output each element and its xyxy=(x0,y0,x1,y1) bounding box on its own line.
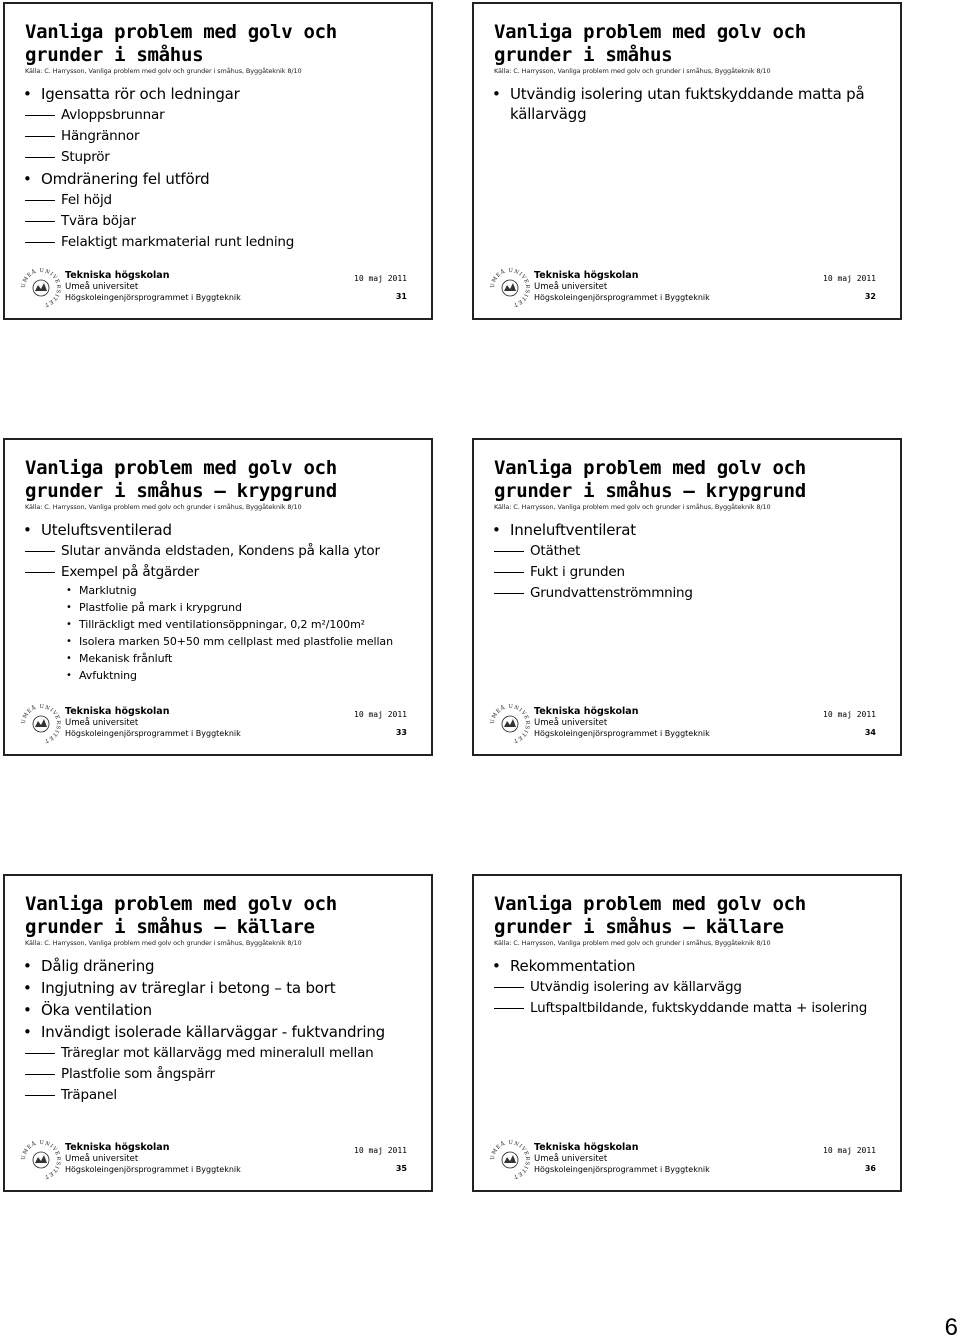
svg-text:UMEÅ UNIVERSITET xyxy=(21,267,61,308)
slide-title-line-2: grunder i småhus – krypgrund xyxy=(494,480,806,502)
umea-university-logo xyxy=(488,702,532,746)
slide-content xyxy=(21,956,417,1107)
org-name: Tekniska högskolan xyxy=(65,270,170,281)
slide-date: 10 maj 2011 xyxy=(354,1146,407,1155)
bullet-item: • Ingjutning av träreglar i betong – ta bort xyxy=(21,978,417,998)
sub-sub-item: • Tillräckligt med ventilationsöppningar, 0,2 m²/100m² xyxy=(21,618,417,632)
slide-date: 10 maj 2011 xyxy=(823,1146,876,1155)
sub-sub-item: • Avfuktning xyxy=(21,669,417,683)
source-citation: Källa: C. Harrysson, Vanliga problem med golv och grunder i småhus, Byggåteknik 8/10 xyxy=(494,67,771,75)
umea-university-logo xyxy=(19,1138,63,1182)
sub-sub-item: • Marklutnig xyxy=(21,584,417,598)
bullet-item: • Inneluftventilerat xyxy=(490,520,886,540)
logo-lettering: UMEÅ UNIVERSITET xyxy=(489,703,531,744)
sub-item: Slutar använda eldstaden, Kondens på kalla ytor xyxy=(21,542,417,560)
umea-university-logo xyxy=(19,266,63,310)
slide-date: 10 maj 2011 xyxy=(354,274,407,283)
sub-sub-item: • Isolera marken 50+50 mm cellplast med plastfolie mellan xyxy=(21,635,417,649)
page-number: 6 xyxy=(944,1314,958,1341)
source-citation: Källa: C. Harrysson, Vanliga problem med golv och grunder i småhus, Byggåteknik 8/10 xyxy=(494,939,771,947)
umea-university-logo-icon xyxy=(488,702,532,746)
slide-content xyxy=(21,520,417,686)
slide-date: 10 maj 2011 xyxy=(354,710,407,719)
slide-footer xyxy=(474,1132,900,1190)
source-citation: Källa: C. Harrysson, Vanliga problem med golv och grunder i småhus, Byggåteknik 8/10 xyxy=(25,503,302,511)
logo-lettering: UMEÅ UNIVERSITET xyxy=(489,267,531,308)
slide-footer xyxy=(5,260,431,318)
slide-title-line-1: Vanliga problem med golv och xyxy=(494,457,806,479)
slide-number: 35 xyxy=(395,1164,407,1173)
svg-text:UMEÅ UNIVERSITET xyxy=(21,703,61,744)
umea-university-logo-icon xyxy=(19,702,63,746)
org-name: Tekniska högskolan xyxy=(65,706,170,717)
slide-footer xyxy=(5,1132,431,1190)
sub-item: Otäthet xyxy=(490,542,886,560)
org-program: Högskoleingenjörsprogrammet i Byggteknik xyxy=(534,1165,710,1174)
slide-title-line-1: Vanliga problem med golv och xyxy=(494,893,806,915)
slide-content xyxy=(490,956,886,1020)
slide-title-line-2: grunder i småhus – källare xyxy=(494,916,784,938)
bullet-item: • Utvändig isolering utan fuktskyddande matta på källarvägg xyxy=(490,84,886,124)
bullet-item: • Invändigt isolerade källarväggar - fuktvandring xyxy=(21,1022,417,1042)
slide-title xyxy=(494,457,806,503)
sub-item: Stuprör xyxy=(21,148,417,166)
slide-number: 36 xyxy=(864,1164,876,1173)
slide-title-line-2: grunder i småhus – källare xyxy=(25,916,315,938)
logo-lettering: UMEÅ UNIVERSITET xyxy=(20,1139,62,1180)
slide-number: 31 xyxy=(395,292,407,301)
umea-university-logo xyxy=(19,702,63,746)
org-program: Högskoleingenjörsprogrammet i Byggteknik xyxy=(534,293,710,302)
bullet-item: • Uteluftsventilerad xyxy=(21,520,417,540)
slide-title-line-2: grunder i småhus – krypgrund xyxy=(25,480,337,502)
org-university: Umeå universitet xyxy=(534,1154,608,1164)
org-university: Umeå universitet xyxy=(65,1154,139,1164)
sub-item: Felaktigt markmaterial runt ledning xyxy=(21,233,417,251)
slide-title-line-2: grunder i småhus xyxy=(25,44,204,66)
slide-title xyxy=(25,21,337,67)
slide-31 xyxy=(3,2,433,320)
svg-text:UMEÅ UNIVERSITET xyxy=(490,703,530,744)
umea-university-logo-icon xyxy=(19,266,63,310)
slide-footer xyxy=(5,696,431,754)
slide-title xyxy=(25,457,337,503)
logo-lettering: UMEÅ UNIVERSITET xyxy=(489,1139,531,1180)
slide-number: 33 xyxy=(395,728,407,737)
bullet-item: • Igensatta rör och ledningar xyxy=(21,84,417,104)
svg-text:UMEÅ UNIVERSITET xyxy=(21,1139,61,1180)
org-name: Tekniska högskolan xyxy=(534,270,639,281)
sub-item: Tvära böjar xyxy=(21,212,417,230)
slide-title xyxy=(494,893,806,939)
bullet-item: • Öka ventilation xyxy=(21,1000,417,1020)
slide-number: 32 xyxy=(864,292,876,301)
slide-footer xyxy=(474,260,900,318)
sub-sub-item: • Plastfolie på mark i krypgrund xyxy=(21,601,417,615)
source-citation: Källa: C. Harrysson, Vanliga problem med golv och grunder i småhus, Byggåteknik 8/10 xyxy=(25,67,302,75)
org-university: Umeå universitet xyxy=(534,718,608,728)
source-citation: Källa: C. Harrysson, Vanliga problem med golv och grunder i småhus, Byggåteknik 8/10 xyxy=(494,503,771,511)
org-name: Tekniska högskolan xyxy=(534,706,639,717)
slide-date: 10 maj 2011 xyxy=(823,274,876,283)
slide-footer xyxy=(474,696,900,754)
org-program: Högskoleingenjörsprogrammet i Byggteknik xyxy=(534,729,710,738)
slide-title-line-1: Vanliga problem med golv och xyxy=(25,21,337,43)
sub-item: Träreglar mot källarvägg med mineralull mellan xyxy=(21,1044,417,1062)
slide-title-line-1: Vanliga problem med golv och xyxy=(25,893,337,915)
org-university: Umeå universitet xyxy=(534,282,608,292)
sub-item: Fel höjd xyxy=(21,191,417,209)
slide-title xyxy=(494,21,806,67)
umea-university-logo-icon xyxy=(19,1138,63,1182)
sub-item: Träpanel xyxy=(21,1086,417,1104)
sub-item: Exempel på åtgärder xyxy=(21,563,417,581)
slide-date: 10 maj 2011 xyxy=(823,710,876,719)
slide-number: 34 xyxy=(864,728,876,737)
slide-32 xyxy=(472,2,902,320)
org-program: Högskoleingenjörsprogrammet i Byggteknik xyxy=(65,1165,241,1174)
org-name: Tekniska högskolan xyxy=(65,1142,170,1153)
sub-item: Avloppsbrunnar xyxy=(21,106,417,124)
umea-university-logo-icon xyxy=(488,266,532,310)
slide-content xyxy=(21,84,417,254)
bullet-item: • Rekommentation xyxy=(490,956,886,976)
org-university: Umeå universitet xyxy=(65,718,139,728)
svg-text:UMEÅ UNIVERSITET xyxy=(490,267,530,308)
slide-36 xyxy=(472,874,902,1192)
slide-title-line-1: Vanliga problem med golv och xyxy=(494,21,806,43)
umea-university-logo xyxy=(488,1138,532,1182)
logo-lettering: UMEÅ UNIVERSITET xyxy=(20,267,62,308)
slide-35 xyxy=(3,874,433,1192)
org-name: Tekniska högskolan xyxy=(534,1142,639,1153)
sub-item: Luftspaltbildande, fuktskyddande matta + isolering xyxy=(490,999,886,1017)
sub-sub-item: • Mekanisk frånluft xyxy=(21,652,417,666)
slide-34 xyxy=(472,438,902,756)
slide-content xyxy=(490,84,886,126)
source-citation: Källa: C. Harrysson, Vanliga problem med golv och grunder i småhus, Byggåteknik 8/10 xyxy=(25,939,302,947)
sub-item: Fukt i grunden xyxy=(490,563,886,581)
bullet-item: • Dålig dränering xyxy=(21,956,417,976)
sub-item: Hängrännor xyxy=(21,127,417,145)
slide-title-line-1: Vanliga problem med golv och xyxy=(25,457,337,479)
bullet-item: • Omdränering fel utförd xyxy=(21,169,417,189)
sub-item: Plastfolie som ångspärr xyxy=(21,1065,417,1083)
sub-item: Utvändig isolering av källarvägg xyxy=(490,978,886,996)
umea-university-logo-icon xyxy=(488,1138,532,1182)
slide-title xyxy=(25,893,337,939)
logo-lettering: UMEÅ UNIVERSITET xyxy=(20,703,62,744)
org-university: Umeå universitet xyxy=(65,282,139,292)
org-program: Högskoleingenjörsprogrammet i Byggteknik xyxy=(65,729,241,738)
slide-title-line-2: grunder i småhus xyxy=(494,44,673,66)
svg-text:UMEÅ UNIVERSITET xyxy=(490,1139,530,1180)
org-program: Högskoleingenjörsprogrammet i Byggteknik xyxy=(65,293,241,302)
sub-item: Grundvattenströmmning xyxy=(490,584,886,602)
slide-33 xyxy=(3,438,433,756)
slide-content xyxy=(490,520,886,605)
umea-university-logo xyxy=(488,266,532,310)
